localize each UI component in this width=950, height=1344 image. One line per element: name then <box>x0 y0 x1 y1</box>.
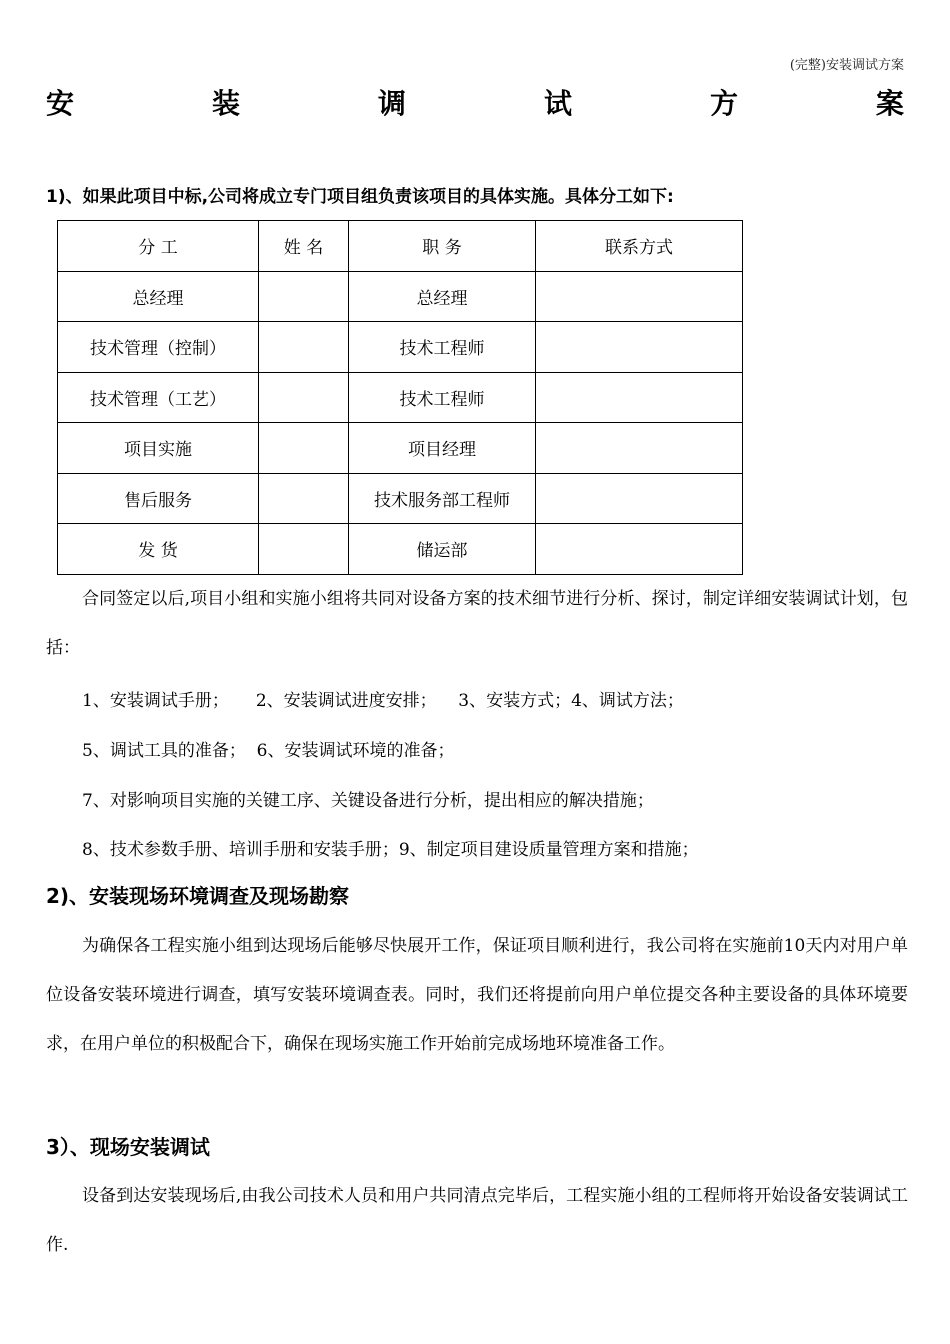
table-cell <box>536 524 743 575</box>
table-cell <box>536 473 743 524</box>
table-cell <box>259 372 349 423</box>
table-cell: 项目实施 <box>58 423 259 474</box>
table-cell <box>536 271 743 322</box>
table-cell: 总经理 <box>349 271 536 322</box>
table-cell: 储运部 <box>349 524 536 575</box>
table-cell <box>259 524 349 575</box>
list-item: 8、技术参数手册、培训手册和安装手册；9、制定项目建设质量管理方案和措施； <box>82 840 699 860</box>
section2-heading: 2)、安装现场环境调查及现场勘察 <box>46 884 350 908</box>
section1-heading: 1)、如果此项目中标,公司将成立专门项目组负责该项目的具体实施。具体分工如下: <box>46 187 674 207</box>
table-header-cell: 职 务 <box>349 221 536 272</box>
table-cell <box>259 322 349 373</box>
table-cell: 售后服务 <box>58 473 259 524</box>
table-cell: 技术工程师 <box>349 372 536 423</box>
document-title <box>46 82 904 122</box>
table-header-cell: 联系方式 <box>536 221 743 272</box>
title-char: 方 <box>709 87 738 120</box>
title-char: 调 <box>377 87 406 120</box>
table-row <box>58 423 743 474</box>
table-cell: 发 货 <box>58 524 259 575</box>
table-cell <box>536 423 743 474</box>
table-cell: 项目经理 <box>349 423 536 474</box>
section2-paragraph: 为确保各工程实施小组到达现场后能够尽快展开工作，保证项目顺利进行，我公司将在实施前10天内对用户单位设备安装环境进行调查，填写安装环境调查表。同时，我们还将提前向用户单位提交各种主要设备的具体环境要求，在用户单位的积极配合下，确保在现场实施工作开始前完成场地环境准备工作。 <box>46 936 908 1054</box>
table-row <box>58 322 743 373</box>
list-item: 1、安装调试手册； 2、安装调试进度安排； 3、安装方式；4、调试方法； <box>82 691 684 711</box>
staff-table <box>57 220 743 575</box>
section3-paragraph: 设备到达安装现场后,由我公司技术人员和用户共同清点完毕后，工程实施小组的工程师将开始设备安装调试工作. <box>46 1186 908 1255</box>
table-header-cell: 姓 名 <box>259 221 349 272</box>
table-cell <box>259 271 349 322</box>
table-cell <box>536 372 743 423</box>
table-cell: 技术服务部工程师 <box>349 473 536 524</box>
table-row <box>58 473 743 524</box>
table-cell <box>259 423 349 474</box>
title-char: 案 <box>875 87 904 120</box>
table-cell <box>536 322 743 373</box>
table-row <box>58 271 743 322</box>
table-header-row <box>58 221 743 272</box>
table-cell: 技术管理（控制） <box>58 322 259 373</box>
table-row <box>58 524 743 575</box>
list-item: 5、调试工具的准备； 6、安装调试环境的准备； <box>82 741 455 761</box>
title-char: 装 <box>211 87 240 120</box>
table-cell: 总经理 <box>58 271 259 322</box>
section3-heading: 3）、现场安装调试 <box>46 1135 210 1159</box>
table-cell <box>259 473 349 524</box>
section1-paragraph: 合同签定以后,项目小组和实施小组将共同对设备方案的技术细节进行分析、探讨，制定详细安装调试计划，包括： <box>46 589 908 658</box>
table-header-cell: 分 工 <box>58 221 259 272</box>
page-header: (完整)安装调试方案 <box>789 58 904 73</box>
table-cell: 技术管理（工艺） <box>58 372 259 423</box>
title-char: 安 <box>46 87 75 120</box>
title-char: 试 <box>543 87 572 120</box>
list-item: 7、对影响项目实施的关键工序、关键设备进行分析，提出相应的解决措施； <box>82 791 654 811</box>
table-row <box>58 372 743 423</box>
table-cell: 技术工程师 <box>349 322 536 373</box>
